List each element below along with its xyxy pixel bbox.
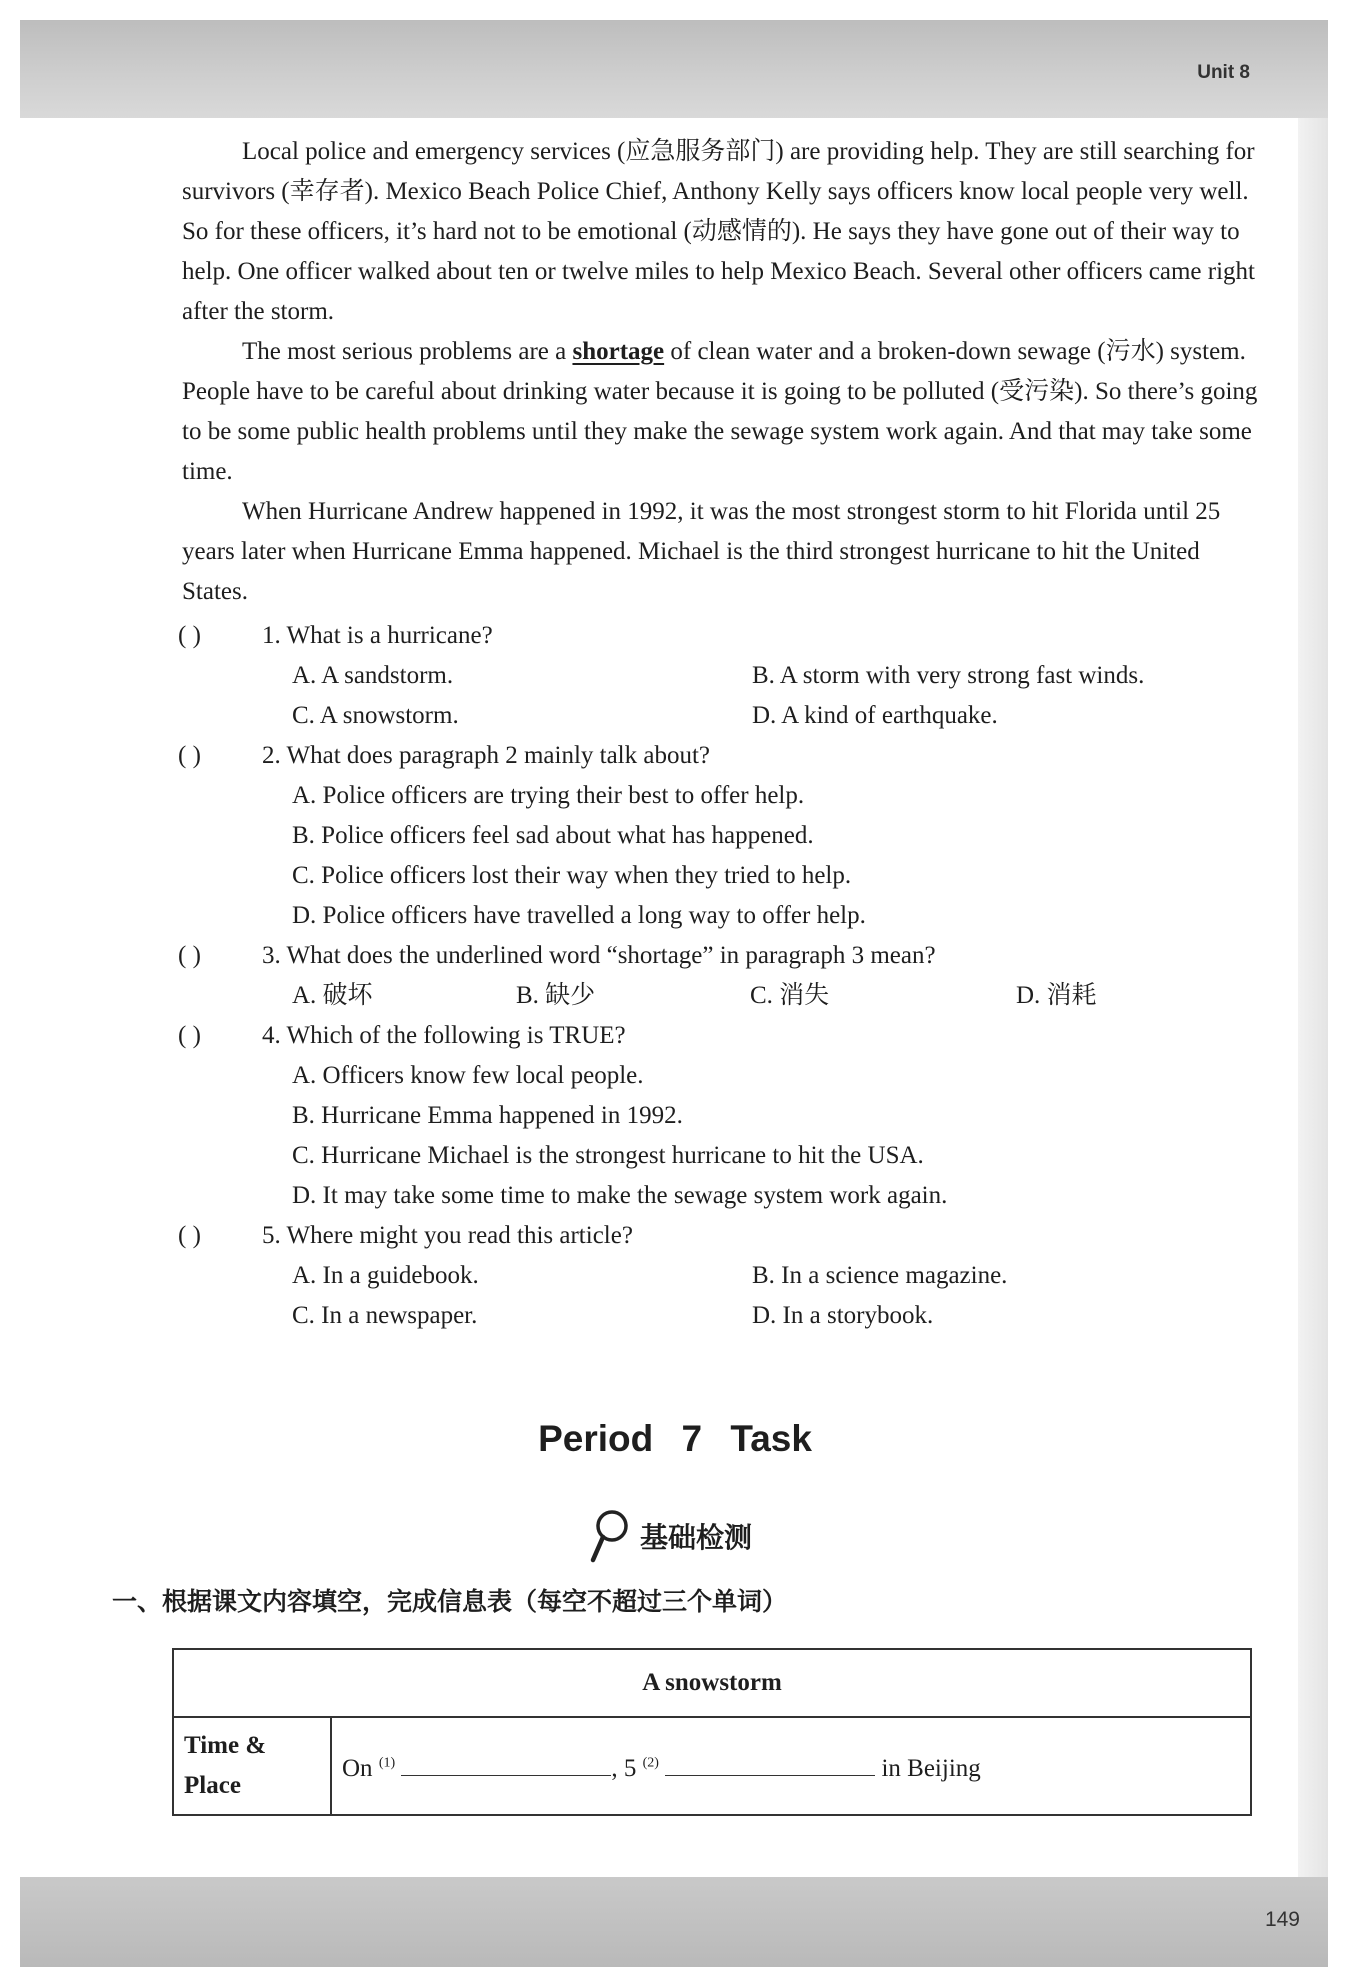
option-a: A. In a guidebook. bbox=[292, 1262, 479, 1289]
paragraph-2: Local police and emergency services (应急服务部门) are providing help. They are still searching for survivors (幸存者). Mexico Beach Police Chief, Anthony Kelly says officers know local people very well. So for these officers, it’s hard not to be emotional (动感情的). He says they have gone out of their way to help. One officer walked about ten or twelve miles to help Mexico Beach. Several other officers came right after the storm. bbox=[182, 138, 1255, 325]
option-row bbox=[178, 656, 1278, 696]
paragraph-3-start: The most serious problems are a bbox=[242, 338, 573, 365]
info-table bbox=[172, 1648, 1252, 1816]
section-heading bbox=[588, 1508, 752, 1564]
option-row bbox=[178, 976, 1278, 1016]
question-stem: 2. What does paragraph 2 mainly talk about? bbox=[262, 742, 711, 769]
page-footer-band bbox=[20, 1877, 1328, 1967]
blank-1[interactable] bbox=[401, 1749, 611, 1776]
blank-1-number: (1) bbox=[378, 1755, 396, 1771]
question-5 bbox=[178, 1216, 1278, 1336]
unit-label: Unit 8 bbox=[1197, 62, 1250, 83]
option-row bbox=[178, 1096, 1278, 1136]
answer-bracket[interactable]: ( ) bbox=[178, 1222, 201, 1249]
option-row bbox=[178, 776, 1278, 816]
page-header-band bbox=[20, 20, 1328, 118]
option-d: D. 消耗 bbox=[1016, 982, 1097, 1009]
question-stem: 3. What does the underlined word “shortage” in paragraph 3 mean? bbox=[262, 942, 936, 969]
option-c: C. 消失 bbox=[750, 982, 830, 1009]
on-text: On bbox=[342, 1755, 373, 1782]
question-1 bbox=[178, 616, 1278, 736]
blank-2[interactable] bbox=[665, 1749, 875, 1776]
option-row bbox=[178, 1256, 1278, 1296]
option-b: B. In a science magazine. bbox=[752, 1262, 1008, 1289]
comma-five-text: , 5 bbox=[611, 1755, 637, 1782]
magnifier-icon bbox=[588, 1508, 628, 1564]
answer-bracket[interactable]: ( ) bbox=[178, 1022, 201, 1049]
question-3 bbox=[178, 936, 1278, 1016]
question-stem-line bbox=[178, 736, 1278, 776]
question-list bbox=[178, 616, 1278, 1336]
option-a: A. Officers know few local people. bbox=[292, 1062, 644, 1089]
page-number: 149 bbox=[1264, 1908, 1300, 1931]
option-d: D. In a storybook. bbox=[752, 1302, 934, 1329]
paragraph-3-rest: of clean water and a broken-down sewage (污水) system. People have to be careful about drinking water because it is going to be polluted (受污染). So there’s going to be some public health problems until they make the sewage system work again. And that may take some time. bbox=[182, 338, 1258, 485]
option-b: B. Hurricane Emma happened in 1992. bbox=[292, 1102, 683, 1129]
answer-bracket[interactable]: ( ) bbox=[178, 742, 201, 769]
blank-2-number: (2) bbox=[642, 1755, 659, 1771]
option-a: A. A sandstorm. bbox=[292, 662, 454, 689]
option-c: C. Hurricane Michael is the strongest hurricane to hit the USA. bbox=[292, 1142, 924, 1169]
option-row bbox=[178, 696, 1278, 736]
row-label-time-place: Time & Place bbox=[173, 1717, 331, 1815]
period-title: Period 7 Task bbox=[538, 1418, 812, 1459]
option-c: C. Police officers lost their way when they tried to help. bbox=[292, 862, 852, 889]
option-row bbox=[178, 1056, 1278, 1096]
question-4 bbox=[178, 1016, 1278, 1216]
answer-bracket[interactable]: ( ) bbox=[178, 942, 201, 969]
option-b: B. Police officers feel sad about what has happened. bbox=[292, 822, 814, 849]
in-beijing-text: in Beijing bbox=[881, 1755, 981, 1782]
question-stem-line bbox=[178, 616, 1278, 656]
question-stem-line bbox=[178, 936, 1278, 976]
underlined-word-shortage: shortage bbox=[572, 338, 665, 365]
exercise-instruction: 一、根据课文内容填空，完成信息表（每空不超过三个单词） bbox=[112, 1587, 788, 1616]
option-d: D. It may take some time to make the sewage system work again. bbox=[292, 1182, 948, 1209]
question-stem-line bbox=[178, 1216, 1278, 1256]
option-b: B. 缺少 bbox=[516, 982, 596, 1009]
option-row bbox=[178, 856, 1278, 896]
option-c: C. In a newspaper. bbox=[292, 1302, 478, 1329]
option-row bbox=[178, 1136, 1278, 1176]
section-title: 基础检测 bbox=[640, 1521, 753, 1554]
option-d: D. Police officers have travelled a long way to offer help. bbox=[292, 902, 866, 929]
row-value bbox=[331, 1717, 1251, 1815]
table-header: A snowstorm bbox=[173, 1649, 1251, 1717]
paragraph-3 bbox=[182, 332, 1262, 492]
question-stem: 5. Where might you read this article? bbox=[262, 1222, 633, 1249]
reading-passage bbox=[182, 132, 1262, 612]
option-a: A. Police officers are trying their best to offer help. bbox=[292, 782, 805, 809]
paragraph-4: When Hurricane Andrew happened in 1992, it was the most strongest storm to hit Florida until 25 years later when Hurricane Emma happened. Michael is the third strongest hurricane to hit the United States. bbox=[182, 498, 1221, 605]
option-c: C. A snowstorm. bbox=[292, 702, 459, 729]
option-row bbox=[178, 896, 1278, 936]
question-stem-line bbox=[178, 1016, 1278, 1056]
option-row bbox=[178, 1176, 1278, 1216]
option-row bbox=[178, 816, 1278, 856]
option-b: B. A storm with very strong fast winds. bbox=[752, 662, 1145, 689]
answer-bracket[interactable]: ( ) bbox=[178, 622, 201, 649]
question-stem: 4. Which of the following is TRUE? bbox=[262, 1022, 626, 1049]
question-stem: 1. What is a hurricane? bbox=[262, 622, 493, 649]
question-2 bbox=[178, 736, 1278, 936]
option-row bbox=[178, 1296, 1278, 1336]
option-d: D. A kind of earthquake. bbox=[752, 702, 998, 729]
option-a: A. 破坏 bbox=[292, 982, 373, 1009]
